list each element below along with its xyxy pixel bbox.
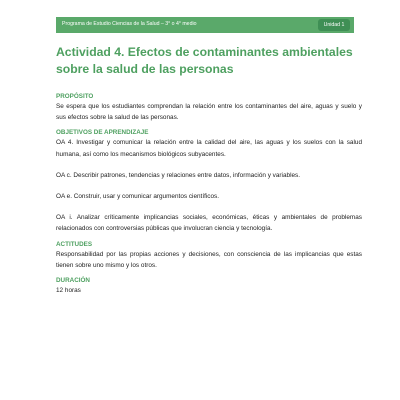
activity-title: Actividad 4. Efectos de contaminantes ambientales sobre la salud de las personas	[56, 45, 353, 76]
actitudes-text: Responsabilidad por las propias acciones y decisiones, con consciencia de las implicancias que estas tienen sobre uno mismo y los otros.	[56, 250, 362, 269]
objective-oa4: OA 4. Investigar y comunicar la relación entre la calidad del aire, las aguas y los suelos con la salud humana, así como los mecanismos biológicos subyacentes.	[56, 139, 362, 158]
objective-oai: OA i. Analizar críticamente implicancias sociales, económicas, éticas y ambientales de problemas relacionados con controversias públicas que involucran ciencia y tecnología.	[56, 214, 362, 233]
objective-oac: OA c. Describir patrones, tendencias y relaciones entre datos, información y variables.	[56, 171, 301, 179]
objetivos-heading: OBJETIVOS DE APRENDIZAJE	[56, 129, 149, 137]
program-title: Programa de Estudio Ciencias de la Salud – 3° o 4° medio	[62, 21, 197, 27]
actitudes-heading: ACTITUDES	[56, 240, 93, 248]
unit-badge: Unidad 1	[318, 19, 350, 31]
duracion-text: 12 horas	[56, 287, 81, 295]
objective-oae: OA e. Construir, usar y comunicar argumentos científicos.	[56, 193, 220, 201]
document-body	[56, 44, 362, 296]
proposito-heading: PROPÓSITO	[56, 93, 94, 100]
duracion-heading: DURACIÓN	[56, 277, 90, 285]
page-header	[0, 0, 400, 40]
proposito-text: Se espera que los estudiantes comprendan la relación entre los contaminantes del aire, aguas y suelo y sus efectos sobre la salud de las personas.	[56, 103, 362, 122]
